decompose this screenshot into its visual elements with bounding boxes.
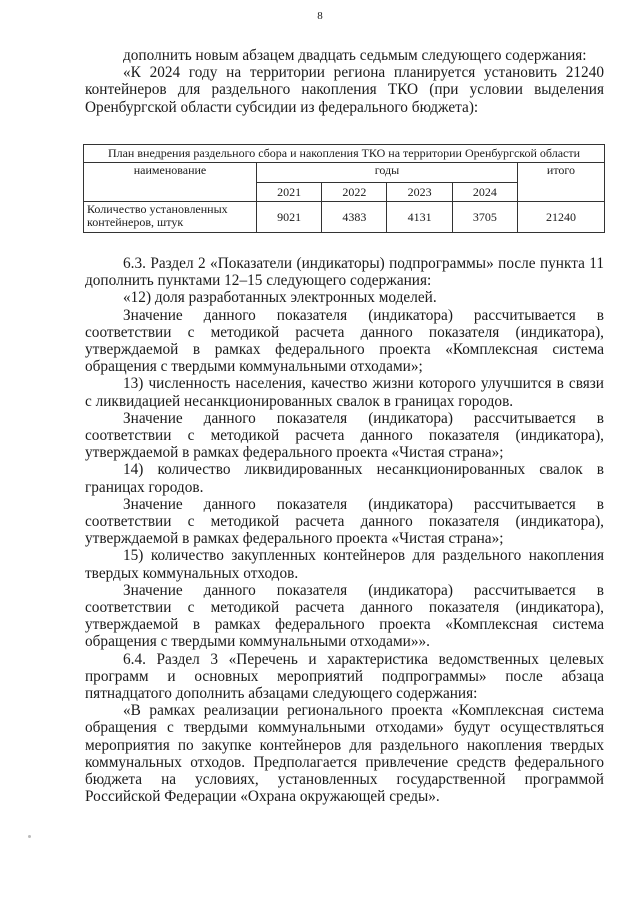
row-name: Количество установленных контейнеров, штук (84, 202, 257, 233)
intro-paragraph: дополнить новым абзацем двадцать седьмым следующего содержания: (123, 47, 587, 64)
column-header-years: годы (257, 163, 518, 183)
paragraph: Значение данного показателя (индикатора) рассчитывается в соответствии с методикой расчета данного показателя (индикатора), утверждаемой в рамках федерального проекта «Комплексная система обращения с твердыми коммунальными отходами»; (85, 306, 604, 376)
year-header: 2024 (452, 183, 517, 202)
table-caption: План внедрения раздельного сбора и накопления ТКО на территории Оренбургской области (84, 145, 605, 163)
intro-paragraph: «К 2024 году на территории региона планируется установить 21240 контейнеров для раздельного накопления ТКО (при условии выделения Оренбургской области субсидии из федерального бюджета): (85, 64, 604, 116)
body-text (85, 255, 604, 806)
year-header: 2023 (387, 183, 452, 202)
paragraph: Значение данного показателя (индикатора) рассчитывается в соответствии с методикой расчета данного показателя (индикатора), утверждаемой в рамках федерального проекта «Чистая страна»; (85, 409, 604, 462)
paragraph: 6.4. Раздел 3 «Перечень и характеристика ведомственных целевых программ и основных мероприятий подпрограммы» после абзаца пятнадцатого дополнить абзацами следующего содержания: (85, 650, 604, 703)
value-cell: 4131 (387, 202, 452, 233)
year-header: 2021 (257, 183, 322, 202)
year-header: 2022 (322, 183, 387, 202)
page-number: 8 (317, 10, 323, 22)
paragraph: Значение данного показателя (индикатора) рассчитывается в соответствии с методикой расчета данного показателя (индикатора), утверждаемой в рамках федерального проекта «Чистая страна»; (85, 495, 604, 548)
value-cell: 9021 (257, 202, 322, 233)
paragraph: «12) доля разработанных электронных моделей. (123, 289, 437, 307)
paragraph: «В рамках реализации регионального проекта «Комплексная система обращения с твердыми коммунальными отходами» будут осуществляться мероприятия по закупке контейнеров для раздельного накопления твердых коммунальных отходов. Предполагается привлечение средств федерального бюджета на условиях, установленных государственной программой Российской Федерации «Охрана окружающей среды». (85, 702, 604, 806)
intro-text (85, 47, 604, 116)
table-row (84, 202, 605, 233)
paragraph: 13) численность населения, качество жизни которого улучшится в связи с ликвидацией несанкционированных свалок в границах городов. (85, 375, 604, 410)
containers-plan-table (83, 144, 605, 233)
paragraph: Значение данного показателя (индикатора) рассчитывается в соответствии с методикой расчета данного показателя (индикатора), утверждаемой в рамках федерального проекта «Комплексная система обращения с твердыми коммунальными отходами»». (85, 581, 604, 651)
value-cell: 4383 (322, 202, 387, 233)
paragraph: 15) количество закупленных контейнеров для раздельного накопления твердых коммунальных отходов. (85, 547, 604, 582)
column-header-name: наименование (84, 163, 257, 202)
value-cell: 3705 (452, 202, 517, 233)
total-cell: 21240 (518, 202, 605, 233)
scan-dot (28, 835, 31, 838)
column-header-total: итого (518, 163, 605, 202)
paragraph: 6.3. Раздел 2 «Показатели (индикаторы) подпрограммы» после пункта 11 дополнить пунктами 12–15 следующего содержания: (85, 255, 604, 290)
paragraph: 14) количество ликвидированных несанкционированных свалок в границах городов. (85, 461, 604, 496)
